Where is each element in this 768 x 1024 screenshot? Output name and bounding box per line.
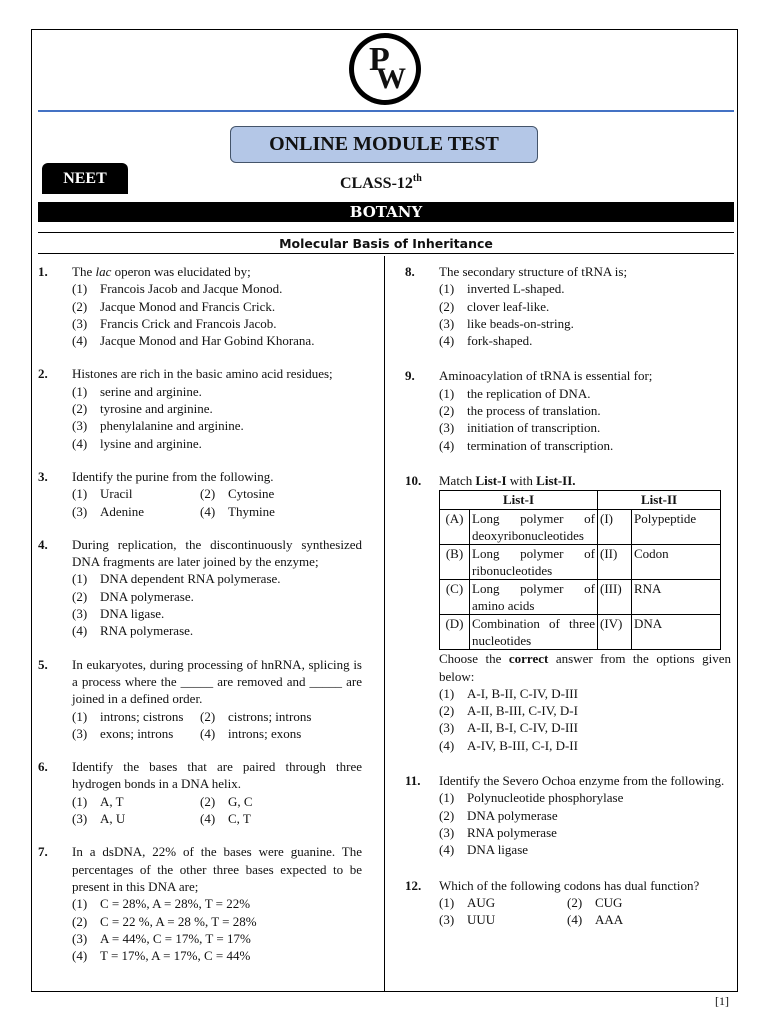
option[interactable]: (3) Francis Crick and Francois Jacob. bbox=[72, 315, 277, 331]
option[interactable]: (3) exons; introns bbox=[72, 725, 174, 741]
question-text: Identify the purine from the following. bbox=[72, 468, 274, 484]
option[interactable]: (3) like beads-on-string. bbox=[439, 315, 574, 331]
match-row: (C) Long polymer of amino acids (III) RNA bbox=[440, 580, 721, 615]
option[interactable]: (4) fork-shaped. bbox=[439, 333, 533, 349]
option[interactable]: (1) serine and arginine. bbox=[72, 383, 202, 399]
choose-instruction: Choose the correct answer from the options given below: bbox=[439, 651, 731, 684]
list-i-header: List-I bbox=[440, 491, 598, 510]
question-10: 10. Match List-I with List-II. List-I List-II (A) Long polymer of deoxyribonucleotides (I) Polypeptide (B) Long polymer of ribonucleotides (II) Codon (C) Long polymer of amino acids (III) RNA (D) Combination of three nucleotides (IV) DNA Choose the correct answer from the options given below: (1) A-I, B-II, C-IV, D-III (2) A-II, B-III, C-IV, D-I (3) A-II, B-I, C-IV, D-III (4) A-IV, B-III, C-I, D-II bbox=[405, 472, 731, 753]
option[interactable]: (1) C = 28%, A = 28%, T = 22% bbox=[72, 896, 251, 912]
class-label: CLASS-12th bbox=[340, 173, 422, 192]
match-row: (A) Long polymer of deoxyribonucleotides (I) Polypeptide bbox=[440, 510, 721, 545]
match-table-header bbox=[440, 491, 721, 510]
option[interactable]: (2) Jacque Monod and Francis Crick. bbox=[72, 298, 276, 314]
option[interactable]: (3) A = 44%, C = 17%, T = 17% bbox=[72, 930, 251, 946]
option[interactable]: (2) Cytosine bbox=[200, 486, 275, 502]
test-title-banner: ONLINE MODULE TEST bbox=[230, 126, 538, 163]
question-text: The secondary structure of tRNA is; bbox=[439, 264, 628, 279]
option[interactable]: (4) AAA bbox=[567, 912, 624, 928]
option[interactable]: (1) the replication of DNA. bbox=[439, 385, 591, 401]
question-text: In a dsDNA, 22% of the bases were guanine. The percentages of the other three bases expected to be present in this DNA are; bbox=[72, 844, 362, 894]
question-1: 1. The lac operon was elucidated by; (1) Francois Jacob and Jacque Monod. (2) Jacque Monod and Francis Crick. (3) Francis Crick and Francois Jacob. (4) Jacque Monod and Har Gobind Khorana. bbox=[38, 263, 362, 349]
option[interactable]: (4) DNA ligase bbox=[439, 842, 529, 858]
question-9: 9. Aminoacylation of tRNA is essential for; (1) the replication of DNA. (2) the process of translation. (3) initiation of transcription. (4) termination of transcription. bbox=[405, 367, 731, 453]
option[interactable]: (4) RNA polymerase. bbox=[72, 623, 194, 639]
option[interactable]: (4) Jacque Monod and Har Gobind Khorana. bbox=[72, 333, 315, 349]
option[interactable]: (2) cistrons; introns bbox=[200, 708, 312, 724]
page-number: [1] bbox=[715, 994, 729, 1008]
option[interactable]: (1) inverted L-shaped. bbox=[439, 281, 565, 297]
question-text: Aminoacylation of tRNA is essential for; bbox=[439, 368, 653, 384]
option[interactable]: (4) C, T bbox=[200, 811, 251, 827]
left-column bbox=[38, 263, 362, 964]
match-row: (B) Long polymer of ribonucleotides (II) Codon bbox=[440, 545, 721, 580]
option[interactable]: (3) Adenine bbox=[72, 503, 145, 519]
option[interactable]: (1) DNA dependent RNA polymerase. bbox=[72, 571, 281, 587]
option[interactable]: (1) Polynucleotide phosphorylase bbox=[439, 790, 624, 806]
match-row: (D) Combination of three nucleotides (IV) DNA bbox=[440, 615, 721, 650]
question-12: 12. Which of the following codons has dual function? (1) AUG (2) CUG (3) UUU (4) AAA bbox=[405, 877, 731, 929]
right-column bbox=[405, 263, 731, 928]
option[interactable]: (1) Francois Jacob and Jacque Monod. bbox=[72, 281, 283, 297]
question-text: Identify the bases that are paired through three hydrogen bonds in a DNA helix. bbox=[72, 759, 362, 792]
option[interactable]: (1) introns; cistrons bbox=[72, 708, 184, 724]
question-text: Identify the Severo Ochoa enzyme from the following. bbox=[439, 773, 725, 789]
option[interactable]: (4) A-IV, B-III, C-I, D-II bbox=[439, 737, 578, 753]
option[interactable]: (4) lysine and arginine. bbox=[72, 435, 202, 451]
option[interactable]: (2) DNA polymerase. bbox=[72, 588, 194, 604]
question-11: 11. Identify the Severo Ochoa enzyme from the following. (1) Polynucleotide phosphorylase (2) DNA polymerase (3) RNA polymerase (4) DNA ligase bbox=[405, 772, 731, 858]
option[interactable]: (1) A-I, B-II, C-IV, D-III bbox=[439, 685, 578, 701]
subject-bar: BOTANY bbox=[38, 202, 734, 222]
question-5: 5. In eukaryotes, during processing of hnRNA, splicing is a process where the _____ are removed and _____ are joined in a defined order. (1) introns; cistrons (2) cistrons; introns (3) exons; introns (4) introns; exons bbox=[38, 656, 362, 741]
column-divider bbox=[384, 256, 385, 992]
question-text: During replication, the discontinuously synthesized DNA fragments are later joined by the enzyme; bbox=[72, 536, 362, 570]
match-table bbox=[439, 490, 721, 650]
option[interactable]: (3) DNA ligase. bbox=[72, 606, 165, 622]
question-text: Which of the following codons has dual function? bbox=[439, 877, 700, 893]
option[interactable]: (1) A, T bbox=[72, 793, 124, 809]
option[interactable]: (3) A-II, B-I, C-IV, D-III bbox=[439, 720, 578, 736]
option[interactable]: (2) C = 22 %, A = 28 %, T = 28% bbox=[72, 913, 257, 929]
question-text: The lac operon was elucidated by; bbox=[72, 264, 251, 279]
option[interactable]: (3) phenylalanine and arginine. bbox=[72, 418, 244, 434]
question-8: 8. The secondary structure of tRNA is; (1) inverted L-shaped. (2) clover leaf-like. (3) like beads-on-string. (4) fork-shaped. bbox=[405, 263, 731, 349]
option[interactable]: (4) Thymine bbox=[200, 503, 275, 519]
question-6: 6. Identify the bases that are paired through three hydrogen bonds in a DNA helix. (1) A, T (2) G, C (3) A, U (4) C, T bbox=[38, 759, 362, 827]
topic-title: Molecular Basis of Inheritance bbox=[38, 232, 734, 254]
question-2: 2. Histones are rich in the basic amino acid residues; (1) serine and arginine. (2) tyrosine and arginine. (3) phenylalanine and arginine. (4) lysine and arginine. bbox=[38, 365, 362, 451]
option[interactable]: (4) T = 17%, A = 17%, C = 44% bbox=[72, 948, 251, 964]
list-ii-header: List-II bbox=[598, 491, 721, 510]
option[interactable]: (2) the process of translation. bbox=[439, 403, 601, 419]
option[interactable]: (3) UUU bbox=[439, 912, 496, 928]
question-4: 4. During replication, the discontinuously synthesized DNA fragments are later joined by the enzyme; (1) DNA dependent RNA polymerase. (2) DNA polymerase. (3) DNA ligase. (4) RNA polymerase. bbox=[38, 536, 362, 639]
question-3: 3. Identify the purine from the following. (1) Uracil (2) Cytosine (3) Adenine (4) Thymine bbox=[38, 468, 362, 520]
option[interactable]: (2) clover leaf-like. bbox=[439, 298, 550, 314]
option[interactable]: (2) DNA polymerase bbox=[439, 807, 558, 823]
exam-tag: NEET bbox=[42, 163, 128, 194]
option[interactable]: (3) initiation of transcription. bbox=[439, 420, 601, 436]
question-text: Match List-I with List-II. bbox=[439, 472, 576, 488]
option[interactable]: (4) termination of transcription. bbox=[439, 437, 614, 453]
question-text: Histones are rich in the basic amino acid residues; bbox=[72, 366, 333, 382]
option[interactable]: (3) A, U bbox=[72, 811, 126, 827]
option[interactable]: (2) G, C bbox=[200, 793, 253, 809]
pw-logo: P W bbox=[349, 33, 421, 105]
option[interactable]: (2) CUG bbox=[567, 894, 623, 910]
question-text: In eukaryotes, during processing of hnRNA, splicing is a process where the _____ are removed and _____ are joined in a defined order. bbox=[72, 656, 362, 707]
option[interactable]: (1) AUG bbox=[439, 894, 496, 910]
option[interactable]: (1) Uracil bbox=[72, 486, 133, 502]
option[interactable]: (2) A-II, B-III, C-IV, D-I bbox=[439, 703, 578, 719]
question-7: 7. In a dsDNA, 22% of the bases were guanine. The percentages of the other three bases expected to be present in this DNA are; (1) C = 28%, A = 28%, T = 22% (2) C = 22 %, A = 28 %, T = 28% (3) A = 44%, C = 17%, T = 17% (4) T = 17%, A = 17%, C = 44% bbox=[38, 844, 362, 964]
option[interactable]: (3) RNA polymerase bbox=[439, 824, 557, 840]
header-divider bbox=[38, 110, 734, 112]
option[interactable]: (4) introns; exons bbox=[200, 725, 302, 741]
option[interactable]: (2) tyrosine and arginine. bbox=[72, 401, 213, 417]
